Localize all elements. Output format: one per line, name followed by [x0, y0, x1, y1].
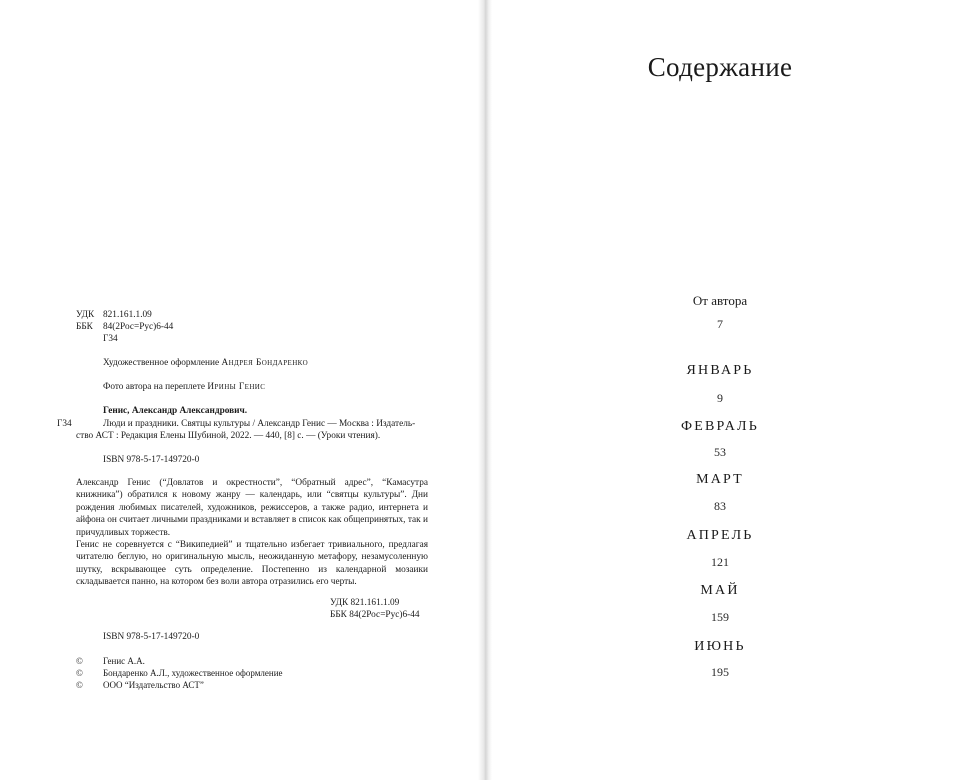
author-mark: Г34 [103, 334, 118, 344]
copyright-symbol: © [76, 656, 83, 666]
author-heading: Генис, Александр Александрович. [103, 406, 248, 416]
photo-name: Ирины Генис [207, 382, 266, 392]
toc-page-number: 121 [711, 555, 729, 569]
toc-page-number: 195 [711, 665, 729, 679]
toc-month-february[interactable]: ФЕВРАЛЬ [681, 419, 759, 434]
bbk-right: ББК 84(2Рос=Рус)6-44 [330, 610, 420, 620]
udk-label: УДК [76, 310, 95, 320]
toc-page-number: 7 [717, 317, 723, 331]
toc-page-number: 53 [714, 445, 726, 459]
design-prefix: Художественное оформление [103, 358, 220, 368]
udk-value: 821.161.1.09 [103, 310, 152, 320]
toc-entry-from-author[interactable]: От автора [692, 293, 748, 308]
biblio-line-2: ство АСТ : Редакция Елены Шубиной, 2022. — 440, [8] с. — (Уроки чтения). [76, 431, 381, 441]
isbn-top: ISBN 978-5-17-149720-0 [103, 455, 200, 465]
toc-page-number: 159 [711, 610, 729, 624]
toc-month-june[interactable]: ИЮНЬ [694, 639, 746, 654]
copyright-symbol: © [76, 680, 83, 690]
copyright-symbol: © [76, 668, 83, 678]
isbn-bottom: ISBN 978-5-17-149720-0 [103, 632, 200, 642]
toc-page-number: 83 [714, 499, 726, 513]
toc-month-april[interactable]: АПРЕЛЬ [686, 528, 754, 543]
udk-right: УДК 821.161.1.09 [330, 598, 400, 608]
contents-page [487, 0, 970, 780]
copyright-line: ООО “Издательство АСТ” [103, 680, 204, 690]
photo-credit [103, 381, 265, 393]
bbk-label: ББК [76, 322, 93, 332]
contents-title: Содержание [647, 52, 793, 82]
annotation-paragraph-2: Генис не соревнуется с “Википедией” и тщательно избегает тривиального, предлагая читателю беглую, но оригинальную мысль, неожиданную метафору, незамусоленную шутку, вскрывающее суть определение. Постепенно из календарной мозаики складывается панно, на котором без воли автора отразились его черты. [76, 540, 428, 588]
design-credit [103, 357, 308, 369]
copyright-line: Генис А.А. [103, 656, 145, 666]
photo-prefix: Фото автора на переплете [103, 382, 205, 392]
annotation [76, 477, 428, 589]
bbk-value: 84(2Рос=Рус)6-44 [103, 322, 174, 332]
biblio-line-1: Люди и праздники. Святцы культуры / Александр Генис — Москва : Издатель- [103, 419, 416, 429]
annotation-paragraph-1: Александр Генис (“Довлатов и окрестности”, “Обратный адрес”, “Камасутра книжника”) обратился к новому жанру — календарь, или “святцы культуры”. Дни рождения любимых писателей, художников, режиссеров, а также радио, интернета и айфона он считает личными праздниками и вставляет в список как общепринятых, так и причудливых торжеств. [76, 478, 428, 538]
copyright-line: Бондаренко А.Л., художественное оформление [103, 668, 283, 678]
toc-month-january[interactable]: ЯНВАРЬ [686, 363, 754, 378]
toc-page-number: 9 [717, 391, 723, 405]
design-name: Андрея Бондаренко [221, 358, 309, 368]
toc-month-may[interactable]: МАЙ [700, 583, 740, 598]
toc-month-march[interactable]: МАРТ [696, 472, 744, 487]
side-author-mark: Г34 [57, 419, 72, 429]
